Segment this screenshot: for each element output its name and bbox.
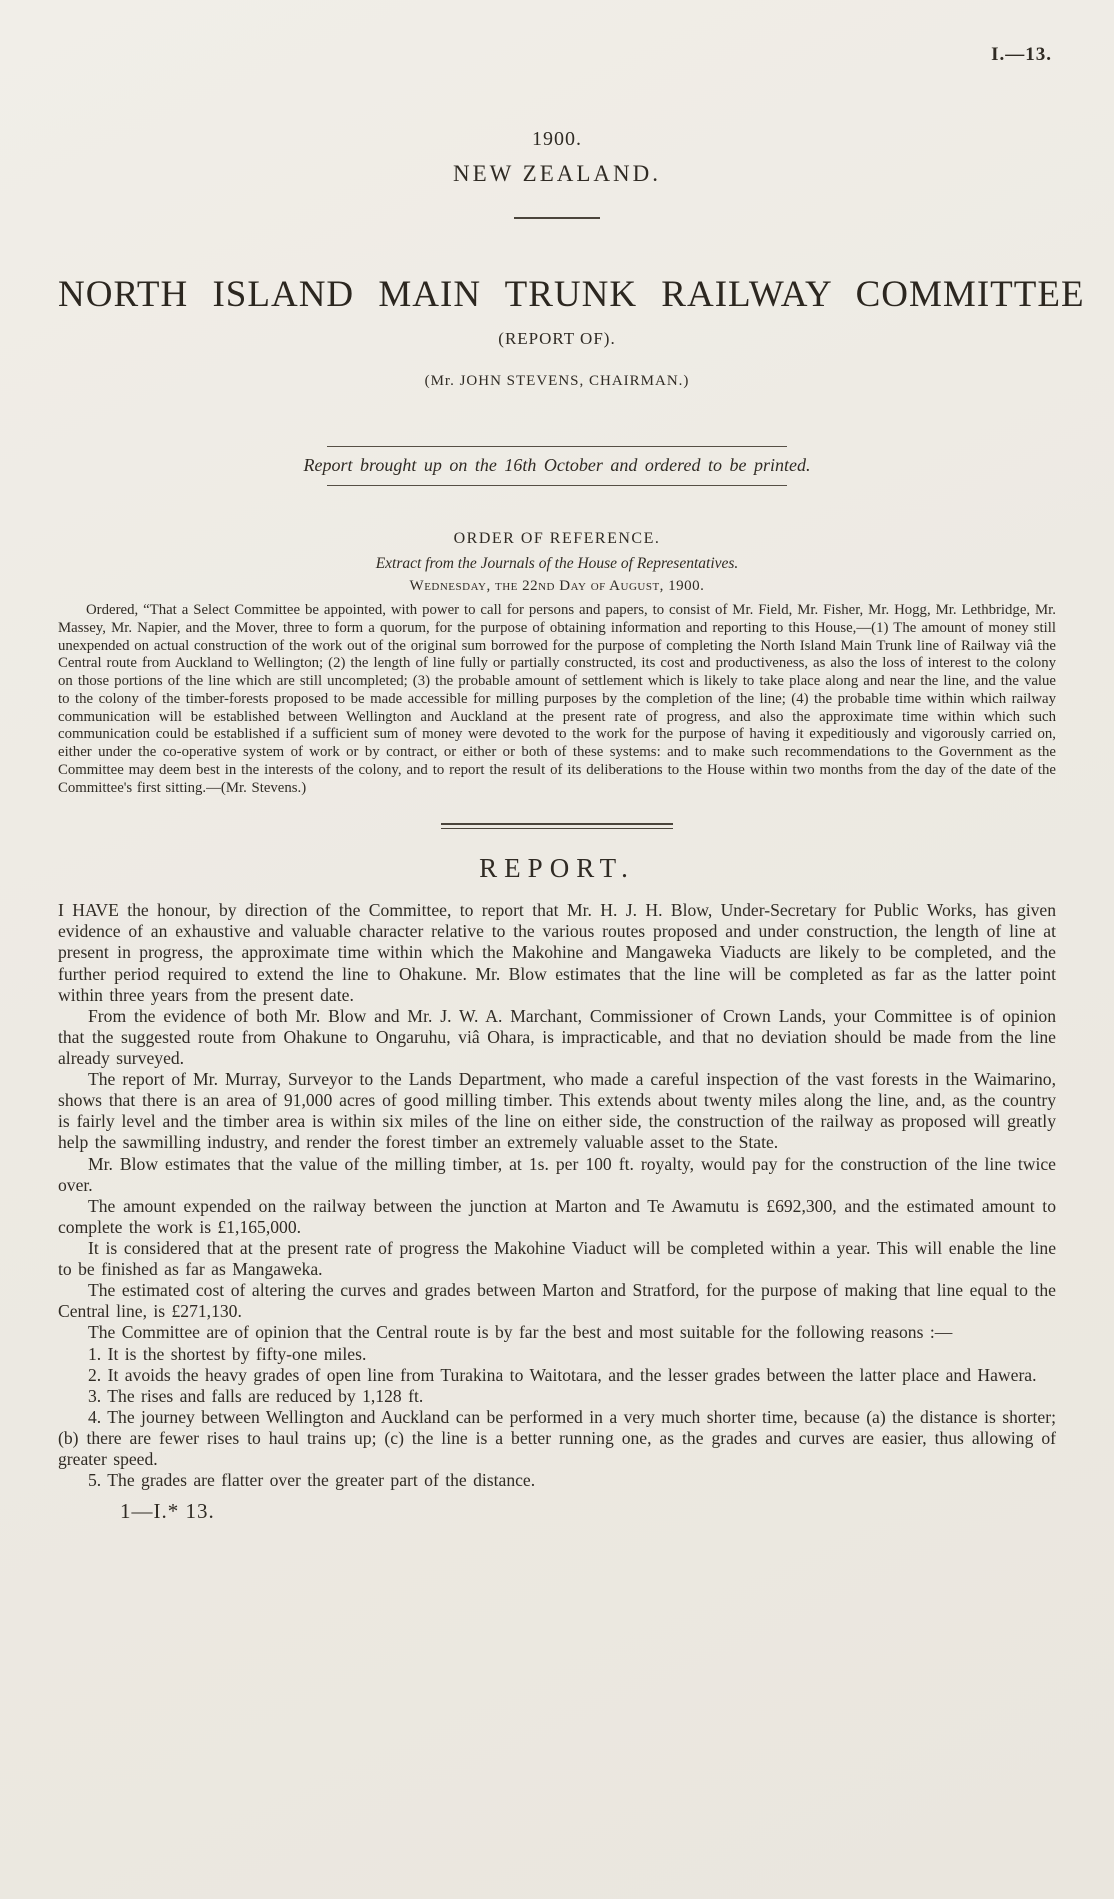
reason-item: 5. The grades are flatter over the greater part of the distance.	[88, 1470, 536, 1491]
report-paragraph: The amount expended on the railway between the junction at Marton and Te Awamutu is £692,300, and the estimated amount to complete the work is £1,165,000.	[58, 1195, 1056, 1237]
divider-rule-upper	[327, 446, 787, 447]
report-body	[58, 900, 1056, 1491]
country-line: NEW ZEALAND.	[452, 161, 662, 186]
report-paragraph: Mr. Blow estimates that the value of the milling timber, at 1s. per 100 ft. royalty, would pay for the construction of the line twice over.	[58, 1153, 1056, 1195]
order-of-reference-extract: Extract from the Journals of the House of Representatives.	[375, 555, 739, 572]
reason-item: 3. The rises and falls are reduced by 1,128 ft.	[88, 1385, 424, 1406]
order-of-reference-body: Ordered, “That a Select Committee be appointed, with power to call for persons and papers, to consist of Mr. Field, Mr. Fisher, Mr. Hogg, Mr. Lethbridge, Mr. Massey, Mr. Napier, and the Mover, three to form a quorum, for the purpose of obtaining information and reporting to this House,—(1) The amount of money still unexpended on actual construction of the work out of the original sum borrowed for the purpose of completing the North Island Main Trunk line of Railway viâ the Central route from Auckland to Wellington; (2) the length of line fully or partially constructed, its cost and productiveness, as also the loss of interest to the colony on those portions of the line which are still uncompleted; (3) the probable amount of settlement which is likely to take place along and near the line, and the value to the colony of the timber-forests proposed to be made accessible for milling purposes by the completion of the line; (4) the probable time within which railway communication will be established between Wellington and Auckland at the present rate of progress, and also the approximate time within which such communication could be established if a sufficient sum of money were devoted to the work for the purpose of having it expeditiously and vigorously carried on, either under the co-operative system of work or by contract, or either or both of these systems: and to make such recommendations to the Government as the Committee may deem best in the interests of the colony, and to report the result of its deliberations to the House within two months from the day of the date of the Committee's first sitting.—(Mr. Stevens.)	[58, 602, 1056, 796]
divider-rule-short	[514, 217, 600, 219]
paper-number-bottom: 1—I.* 13.	[120, 1499, 215, 1524]
reason-item: 2. It avoids the heavy grades of open line from Turakina to Waitotara, and the lesser grades between the latter place and Hawera.	[88, 1364, 1037, 1385]
year-line: 1900.	[532, 128, 582, 150]
report-heading: REPORT.	[479, 853, 635, 884]
presented-line: Report brought up on the 16th October and ordered to be printed.	[303, 455, 811, 475]
chairman-line: (Mr. JOHN STEVENS, CHAIRMAN.)	[424, 373, 690, 389]
report-paragraph: The report of Mr. Murray, Surveyor to the Lands Department, who made a careful inspection of the vast forests in the Waimarino, shows that there is an area of 91,000 acres of good milling timber. This extends about twenty miles along the line, and, as the country is fairly level and the timber area is within six miles of the line on either side, the construction of the railway as proposed will greatly help the sawmilling industry, and render the forest timber an extremely valuable asset to the State.	[58, 1069, 1056, 1153]
report-paragraph: From the evidence of both Mr. Blow and Mr. J. W. A. Marchant, Commissioner of Crown Lands, your Committee is of opinion that the suggested route from Ohakune to Ongaruhu, viâ Ohara, is impracticable, and that no deviation should be made from the line already surveyed.	[58, 1005, 1056, 1069]
paper-number-top: I.—13.	[991, 44, 1052, 65]
reason-item: 1. It is the shortest by fifty-one miles.	[88, 1343, 367, 1364]
reason-item: 4. The journey between Wellington and Auckland can be performed in a very much shorter time, because (a) the distance is shorter; (b) there are fewer rises to haul trains up; (c) the line is a better running one, as the grades and curves are easier, thus allowing of greater speed.	[58, 1406, 1056, 1470]
report-paragraph: The estimated cost of altering the curves and grades between Marton and Stratford, for the purpose of making that line equal to the Central line, is £271,130.	[58, 1280, 1056, 1322]
page-title: NORTH ISLAND MAIN TRUNK RAILWAY COMMITTEE	[58, 274, 1085, 315]
divider-rule-lower	[327, 485, 787, 486]
report-paragraph: It is considered that at the present rate of progress the Makohine Viaduct will be completed within a year. This will enable the line to be finished as far as Mangaweka.	[58, 1238, 1056, 1280]
divider-double-rule	[441, 823, 673, 829]
order-of-reference-date: Wednesday, the 22nd Day of August, 1900.	[409, 578, 705, 594]
report-paragraph: The Committee are of opinion that the Central route is by far the best and most suitable for the following reasons :—	[88, 1322, 953, 1343]
order-of-reference-heading: ORDER OF REFERENCE.	[453, 530, 661, 547]
report-of-subtitle: (REPORT OF).	[498, 329, 616, 348]
report-paragraph: I HAVE the honour, by direction of the Committee, to report that Mr. H. J. H. Blow, Under-Secretary for Public Works, has given evidence of an exhaustive and valuable character relative to the various routes proposed and under construction, the length of line at present in progress, the approximate time within which the Makohine and Mangaweka Viaducts are likely to be completed, and the further period required to extend the line to Ohakune. Mr. Blow estimates that the line will be completed as far as the latter point within three years from the present date.	[58, 900, 1056, 1005]
